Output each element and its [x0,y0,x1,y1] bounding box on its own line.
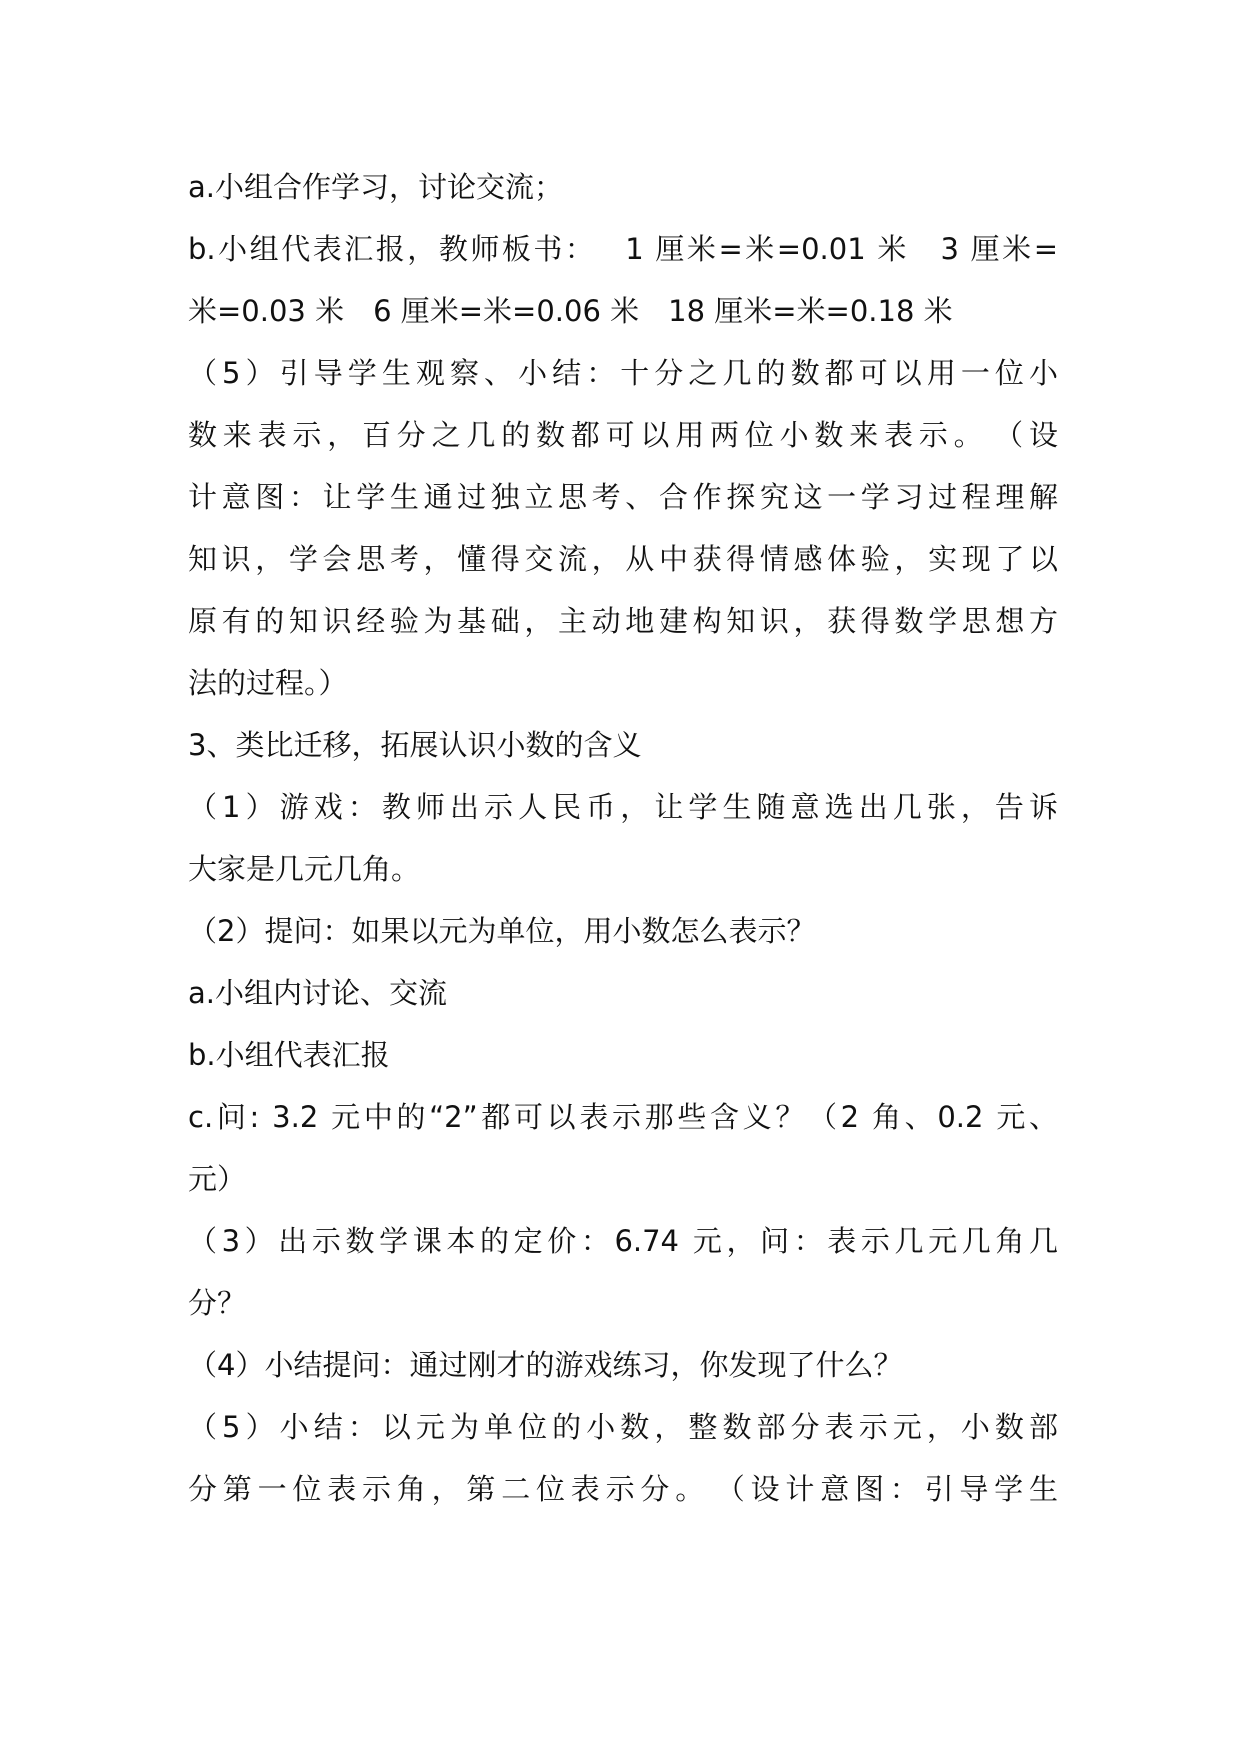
text-line-16: c.问: 3.2 元中的“2”都可以表示那些含义？（2 角、0.2 元、 [188,1100,1058,1134]
text-line-14: a.小组内讨论、交流 [188,976,447,1010]
text-line-7: 知识，学会思考，懂得交流，从中获得情感体验，实现了以 [188,542,1058,576]
text-line-18: （3）出示数学课本的定价：6.74 元，问：表示几元几角几 [188,1224,1058,1258]
text-line-12: 大家是几元几角。 [188,852,421,886]
text-line-15: b.小组代表汇报 [188,1038,390,1072]
text-line-13: （2）提问：如果以元为单位，用小数怎么表示？ [188,914,816,948]
text-line-3: 米=0.03 米 6 厘米=米=0.06 米 18 厘米=米=0.18 米 [188,294,953,328]
text-line-1: a.小组合作学习，讨论交流； [188,170,563,204]
text-line-17: 元） [188,1162,247,1196]
text-line-20: （4）小结提问：通过刚才的游戏练习，你发现了什么？ [188,1348,903,1382]
text-line-21: （5）小结：以元为单位的小数，整数部分表示元，小数部 [188,1410,1058,1444]
text-line-4: （5）引导学生观察、小结：十分之几的数都可以用一位小 [188,356,1058,390]
text-line-11: （1）游戏：教师出示人民币，让学生随意选出几张，告诉 [188,790,1058,824]
text-line-9: 法的过程。） [188,666,348,700]
text-line-5: 数来表示，百分之几的数都可以用两位小数来表示。 （设 [188,418,1058,452]
text-line-22: 分第一位表示角，第二位表示分。 （设计意图：引导学生 [188,1472,1058,1506]
text-line-2: b.小组代表汇报，教师板书： 1 厘米=米=0.01 米 3 厘米= [188,232,1058,266]
text-line-8: 原有的知识经验为基础，主动地建构知识，获得数学思想方 [188,604,1058,638]
text-line-6: 计意图：让学生通过独立思考、合作探究这一学习过程理解 [188,480,1058,514]
text-line-10: 3、类比迁移，拓展认识小数的含义 [188,728,642,762]
text-line-19: 分？ [188,1286,247,1320]
